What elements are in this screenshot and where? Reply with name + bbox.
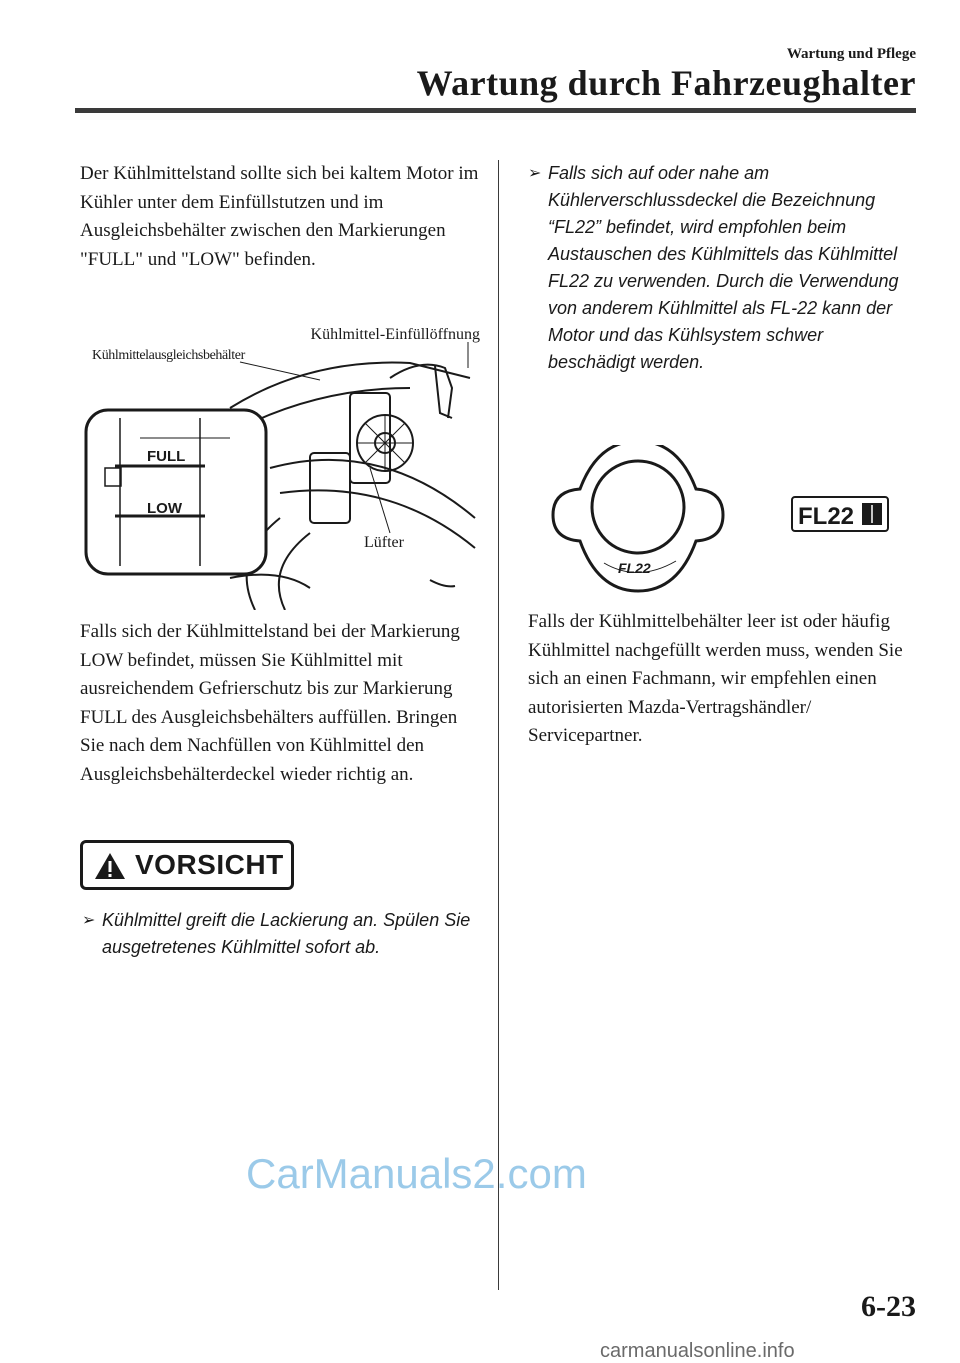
caution-box <box>80 840 294 890</box>
label-fan: Lüfter <box>364 534 404 551</box>
radiator-cap-illustration <box>548 445 898 595</box>
full-mark-text: FULL <box>147 448 186 465</box>
chapter-title: Wartung durch Fahrzeughalter <box>416 63 916 103</box>
header-rule <box>75 108 916 113</box>
fl22-label: FL22 <box>798 503 855 530</box>
cap-fl22-marking: FL22 <box>618 560 651 576</box>
caution-title: VORSICHT <box>135 849 284 880</box>
low-mark-text: LOW <box>147 500 182 517</box>
column-divider <box>498 160 499 1290</box>
arrow-bullet-icon: ➢ <box>82 912 96 929</box>
label-reservoir: Kühlmittelausgleichsbehälter <box>92 348 245 363</box>
footer-url: carmanualsonline.info <box>600 1340 795 1362</box>
radiator-cap-figure <box>548 445 898 595</box>
arrow-bullet-icon: ➢ <box>528 165 542 182</box>
coolant-reservoir-figure <box>80 318 480 610</box>
paragraph-dealer: Falls der Kühlmittelbehälter leer ist oder häufig Kühlmittel nachgefüllt werden muss, wenden Sie sich an einen Fachmann, wir empfehlen einen autorisierten Mazda-Vertragshändler/ Servicepartner. <box>528 611 903 746</box>
caution-item <box>82 907 482 961</box>
paragraph-coolant-level: Der Kühlmittelstand sollte sich bei kaltem Motor im Kühler unter dem Einfüllstutzen und im Ausgleichsbehälter zwischen den Markierungen "FULL" und "LOW" befinden. <box>80 163 479 270</box>
note-item <box>528 160 908 376</box>
warning-triangle-icon <box>93 851 127 881</box>
section-title: Wartung und Pflege <box>786 46 916 62</box>
label-filler-opening: Kühlmittel-Einfüllöffnung <box>310 326 480 343</box>
page-number: 6-23 <box>861 1290 916 1323</box>
paragraph-refill: Falls sich der Kühlmittelstand bei der Markierung LOW befindet, müssen Sie Kühlmittel mit ausreichendem Gefrierschutz bis zur Markierung FULL des Ausgleichsbehälters auffüllen. Bringen Sie nach dem Nachfüllen von Kühlmittel den Ausgleichsbehälterdeckel wieder richtig an. <box>80 621 460 785</box>
note-fl22-text: Falls sich auf oder nahe am Kühlerverschlussdeckel die Bezeichnung “FL22” befindet, wird empfohlen beim Austauschen des Kühlmittels das Kühlmittel FL22 zu verwenden. Durch die Verwendung von anderem Kühlmittel als FL-22 kann der Motor und das Kühlsystem schwer beschädigt werden. <box>548 163 899 372</box>
watermark-text: CarManuals2.com <box>246 1150 587 1197</box>
caution-text: Kühlmittel greift die Lackierung an. Spülen Sie ausgetretenes Kühlmittel sofort ab. <box>102 910 471 957</box>
